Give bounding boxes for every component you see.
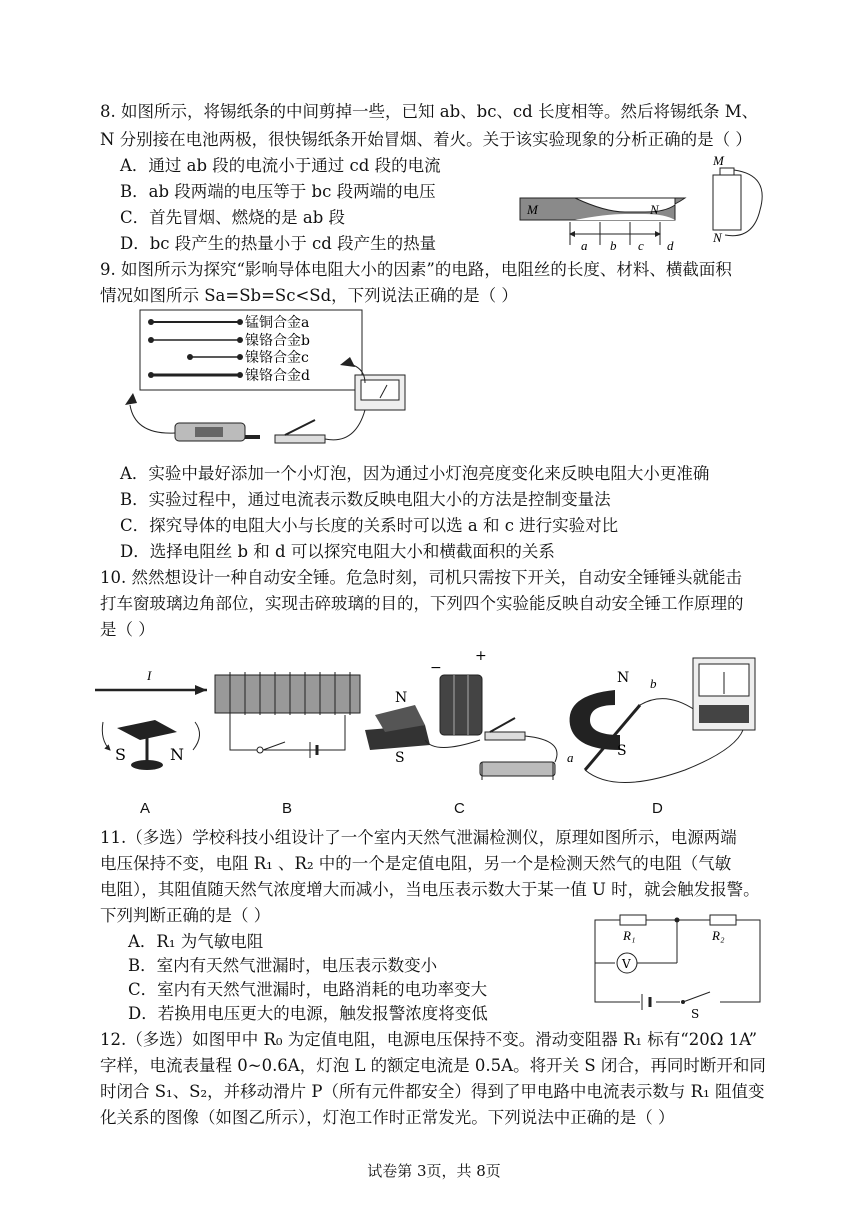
q10-figures <box>95 650 760 800</box>
q12-stem-line1: 12.（多选）如图甲中 R₀ 为定值电阻，电源电压保持不变。滑动变阻器 R₁ 标有“20Ω 1A” <box>100 1030 758 1049</box>
q10a-label-i: I <box>147 668 152 683</box>
q10-figure-d <box>570 658 755 783</box>
q10c-label-s: S <box>395 750 405 766</box>
q8-option-c: C．首先冒烟、燃烧的是 ab 段 <box>120 208 346 227</box>
q9-option-c: C．探究导体的电阻大小与长度的关系时可以选 a 和 c 进行实验对比 <box>120 516 619 535</box>
q8-battery-n: N <box>713 230 722 245</box>
q11-stem-line2: 电压保持不变，电阻 R₁ 、R₂ 中的一个是定值电阻，另一个是检测天然气的电阻（气敏 <box>100 854 732 873</box>
q8-stem-line2: N 分别接在电池两极，很快锡纸条开始冒烟、着火。关于该实验现象的分析正确的是（ ） <box>100 130 752 149</box>
q10-figure-a <box>95 668 207 770</box>
q9-stem-line1: 9. 如图所示为探究“影响导体电阻大小的因素”的电路，电阻丝的长度、材料、横截面积 <box>100 260 732 279</box>
q9-option-b: B．实验过程中，通过电流表示数反映电阻大小的方法是控制变量法 <box>120 490 611 509</box>
q9-circuit-figure <box>115 305 415 455</box>
page-footer: 试卷第 3页，共 8页 <box>367 1162 501 1180</box>
q10-caption-a: A <box>140 800 151 817</box>
q10a-label-n: N <box>170 745 184 764</box>
q10d-label-n: N <box>617 670 630 686</box>
q10c-label-minus: − <box>430 660 442 676</box>
q8-label-m: M <box>527 202 538 217</box>
q11-option-b: B．室内有天然气泄漏时，电压表示数变小 <box>128 956 438 975</box>
q9-wire-a: 锰铜合金a <box>245 315 310 331</box>
q10-caption-b: B <box>282 800 293 817</box>
q9-wire-b: 镍铬合金b <box>245 333 310 349</box>
q10-stem-line1: 10. 然然想设计一种自动安全锤。危急时刻，司机只需按下开关，自动安全锤锤头就能击 <box>100 568 742 587</box>
q10-stem-line2: 打车窗玻璃边角部位，实现击碎玻璃的目的，下列四个实验能反映自动安全锤工作原理的 <box>100 594 744 613</box>
q11-label-v: V <box>622 957 631 971</box>
q8-label-d: d <box>667 238 674 253</box>
q11-option-d: D．若换用电压更大的电源，触发报警浓度将变低 <box>128 1004 488 1023</box>
q9-wire-c: 镍铬合金c <box>245 350 309 366</box>
q11-circuit-figure <box>585 908 775 1020</box>
q8-option-b: B．ab 段两端的电压等于 bc 段两端的电压 <box>120 182 436 201</box>
q11-stem-line4: 下列判断正确的是（ ） <box>100 906 271 925</box>
q11-stem-line1: 11.（多选）学校科技小组设计了一个室内天然气泄漏检测仪，原理如图所示，电源两端 <box>100 828 737 847</box>
q10-caption-c: C <box>454 800 465 817</box>
q12-stem-line3: 时闭合 S₁、S₂，并移动滑片 P（所有元件都安全）得到了甲电路中电流表示数与 R₁ 阻值变 <box>100 1082 765 1101</box>
q11-option-a: A．R₁ 为气敏电阻 <box>128 932 264 951</box>
q8-label-n: N <box>650 202 659 217</box>
q9-wire-d: 镍铬合金d <box>245 368 310 384</box>
q10-caption-d: D <box>652 800 663 817</box>
q8-label-c: c <box>638 238 644 253</box>
q9-stem-line2: 情况如图所示 Sa=Sb=Sc<Sd，下列说法正确的是（ ） <box>100 286 518 305</box>
q12-stem-line4: 化关系的图像（如图乙所示），灯泡工作时正常发光。下列说法中正确的是（ ） <box>100 1108 675 1127</box>
q12-stem-line2: 字样，电流表量程 0~0.6A，灯泡 L 的额定电流是 0.5A。将开关 S 闭合，再同时断开和同 <box>100 1056 766 1075</box>
q11-label-r2: R₂ <box>712 928 725 943</box>
q10d-label-b: b <box>650 676 657 691</box>
q8-stem-line1: 8. 如图所示，将锡纸条的中间剪掉一些，已知 ab、bc、cd 长度相等。然后将锡纸条 M、 <box>100 102 759 121</box>
q10a-label-s: S <box>115 745 126 764</box>
q10c-label-plus: + <box>475 650 487 664</box>
q8-tinfoil-figure <box>515 150 775 255</box>
q10c-label-n: N <box>395 690 408 706</box>
q8-battery-m: M <box>713 153 724 168</box>
q11-label-r1: R₁ <box>623 928 636 943</box>
q10c-label-a: a <box>567 750 574 765</box>
q10-stem-line3: 是（ ） <box>100 620 155 639</box>
q8-label-a: a <box>581 238 588 253</box>
q8-option-d: D．bc 段产生的热量小于 cd 段产生的热量 <box>120 234 437 253</box>
q8-label-b: b <box>610 238 617 253</box>
q9-option-a: A．实验中最好添加一个小灯泡，因为通过小灯泡亮度变化来反映电阻大小更准确 <box>120 464 710 483</box>
q8-option-a: A．通过 ab 段的电流小于通过 cd 段的电流 <box>120 156 441 175</box>
q11-label-s: S <box>691 1007 700 1020</box>
q9-option-d: D．选择电阻丝 b 和 d 可以探究电阻大小和横截面积的关系 <box>120 542 555 561</box>
q10-figure-c <box>365 650 574 780</box>
q11-option-c: C．室内有天然气泄漏时，电路消耗的电功率变大 <box>128 980 488 999</box>
q11-stem-line3: 电阻），其阻值随天然气浓度增大而减小，当电压表示数大于某一值 U 时，就会触发报警。 <box>100 880 760 899</box>
q10d-label-s: S <box>617 743 627 759</box>
q10-figure-b <box>215 672 360 758</box>
